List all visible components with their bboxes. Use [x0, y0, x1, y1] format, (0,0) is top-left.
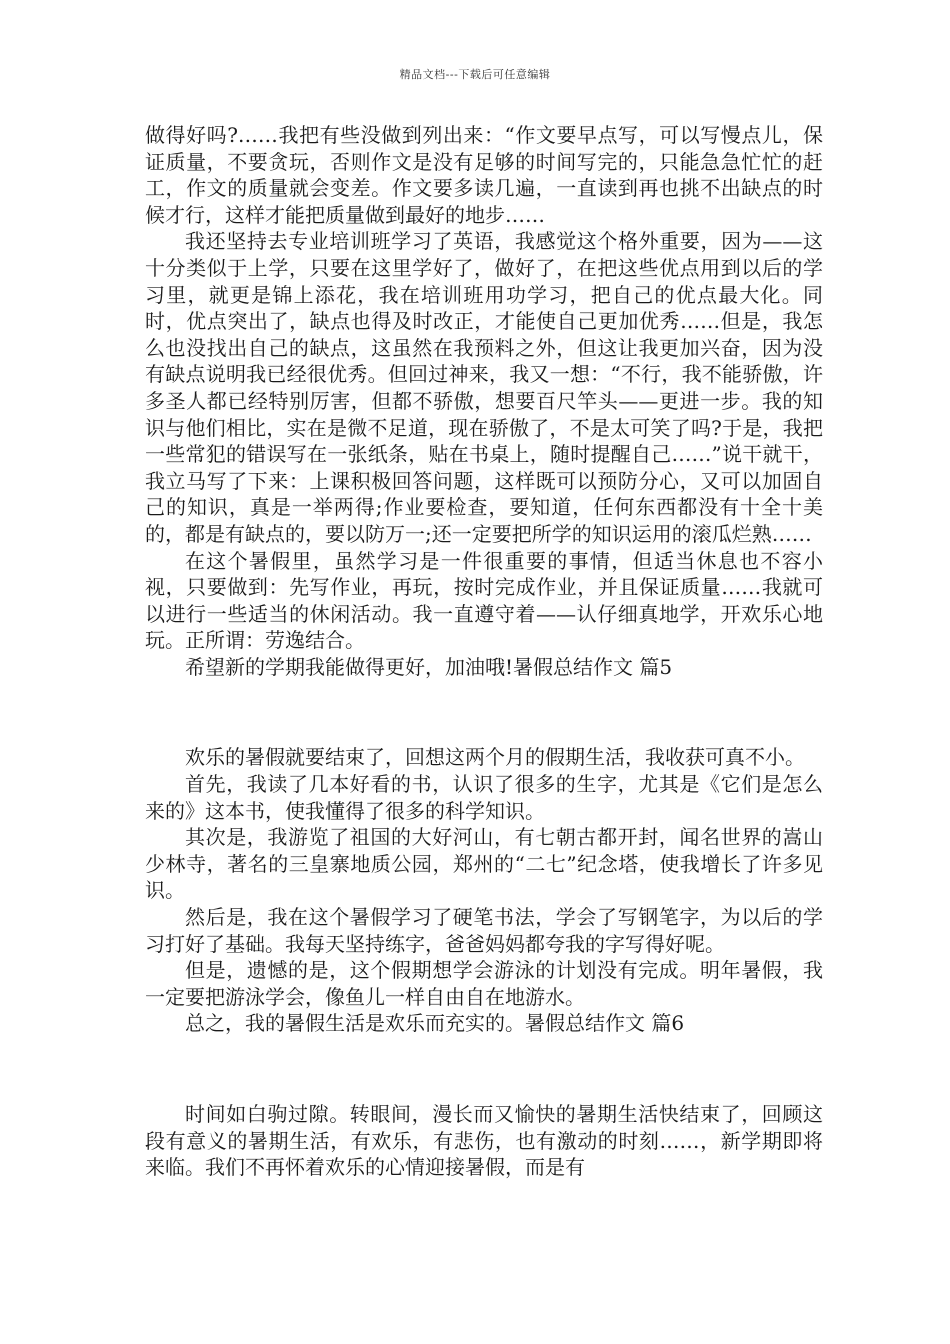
paragraph: 时间如白驹过隙。转眼间，漫长而又愉快的暑期生活快结束了，回顾这段有意义的暑期生活，有欢乐，有悲伤，也有激动的时刻……，新学期即将来临。我们不再怀着欢乐的心情迎接暑假，而是有	[145, 1102, 823, 1180]
paragraph: 欢乐的暑假就要结束了，回想这两个月的假期生活，我收获可真不小。	[185, 745, 805, 770]
paragraph: 我还坚持去专业培训班学习了英语，我感觉这个格外重要，因为——这十分类似于上学，只要在这里学好了，做好了，在把这些优点用到以后的学习里，就更是锦上添花，我在培训班用功学习，把自己的优点最大化。同时，优点突出了，缺点也得及时改正，才能使自己更加优秀……但是，我怎么也没找出自己的缺点，这虽然在我预料之外，但这让我更加兴奋，因为没有缺点说明我已经很优秀。但回过神来，我又一想：“不行，我不能骄傲，许多圣人都已经特别厉害，但都不骄傲，想要百尺竿头——更进一步。我的知识与他们相比，实在是微不足道，现在骄傲了，不是太可笑了吗?于是，我把一些常犯的错误写在一张纸条，贴在书桌上，随时提醒自己……”说干就干，我立马写了下来：上课积极回答问题，这样既可以预防分心，又可以加固自己的知识，真是一举两得;作业要检查，要知道，任何东西都没有十全十美的，都是有缺点的，要以防万一;还一定要把所学的知识运用的滚瓜烂熟……	[145, 229, 823, 546]
paragraph: 但是，遗憾的是，这个假期想学会游泳的计划没有完成。明年暑假，我一定要把游泳学会，像鱼儿一样自由自在地游水。	[145, 958, 823, 1009]
paragraph: 其次是，我游览了祖国的大好河山，有七朝古都开封，闻名世界的嵩山少林寺，著名的三皇寨地质公园，郑州的“二七”纪念塔，使我增长了许多见识。	[145, 825, 823, 903]
paragraph: 然后是，我在这个暑假学习了硬笔书法，学会了写钢笔字，为以后的学习打好了基础。我每天坚持练字，爸爸妈妈都夸我的字写得好呢。	[145, 905, 823, 956]
document-body	[145, 122, 823, 1181]
page-header: 精品文档---下载后可任意编辑	[399, 68, 551, 81]
section-transition: 总之，我的暑假生活是欢乐而充实的。暑假总结作文 篇6	[185, 1011, 685, 1036]
paragraph: 在这个暑假里，虽然学习是一件很重要的事情，但适当休息也不容小视，只要做到：先写作业，再玩，按时完成作业，并且保证质量……我就可以进行一些适当的休闲活动。我一直遵守着——认仔细真地学，开欢乐心地玩。正所谓：劳逸结合。	[145, 548, 823, 653]
paragraph: 首先，我读了几本好看的书，认识了很多的生字，尤其是《它们是怎么来的》这本书，使我懂得了很多的科学知识。	[145, 772, 823, 823]
paragraph: 做得好吗?……我把有些没做到列出来：“作文要早点写，可以写慢点儿，保证质量，不要贪玩，否则作文是没有足够的时间写完的，只能急急忙忙的赶工，作文的质量就会变差。作文要多读几遍，一直读到再也挑不出缺点的时候才行，这样才能把质量做到最好的地步……	[145, 123, 823, 227]
section-transition: 希望新的学期我能做得更好，加油哦!暑假总结作文 篇5	[185, 654, 673, 679]
